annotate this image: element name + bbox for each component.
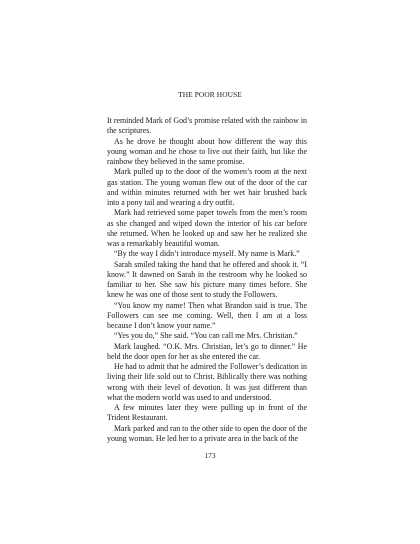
- paragraph: Mark pulled up to the door of the women’s room at the next gas station. The young woman flew out of the door of the car and within minutes returned with her wet hair brushed back into a pony tail and wearing a dry outfit.: [107, 167, 307, 207]
- paragraph: Mark parked and ran to the other side to open the door of the young woman. He led her to a private area in the back of the: [107, 423, 307, 443]
- running-head: THE POOR HOUSE: [178, 90, 242, 99]
- paragraph: “By the way I didn’t introduce myself. My name is Mark.”: [114, 249, 300, 259]
- paragraph: Sarah smiled taking the hand that he offered and shook it. “I know.” It dawned on Sarah in the restroom why he looked so familiar to her. She saw his picture many times before. She knew he was one of those sent to study the Followers.: [107, 259, 307, 300]
- paragraph: “You know my name! Then what Brandon said is true. The Followers can see me coming. Well, then I am at a loss because I don’t know your name.”: [107, 300, 307, 330]
- paragraph: As he drove he thought about how different the way this young woman and he chose to live out their faith, but like the rainbow they believed in the same promise.: [107, 136, 307, 166]
- paragraph: Mark had retrieved some paper towels from the men’s room as she changed and wiped down the interior of his car before she returned. When he looked up and saw her he realized she was a remarkably beautiful woman.: [107, 208, 307, 248]
- paragraph: A few minutes later they were pulling up in front of the Trident Restaurant.: [107, 403, 307, 423]
- body-text: [107, 116, 307, 444]
- paragraph: “Yes you do,” She said. “You can call me Mrs. Christian.”: [114, 331, 298, 341]
- paragraph: Mark laughed. “O.K. Mrs. Christian, let’s go to dinner.” He held the door open for her as she entered the car.: [107, 341, 307, 361]
- paragraph: It reminded Mark of God’s promise related with the rainbow in the scriptures.: [107, 116, 307, 136]
- paragraph: He had to admit that he admired the Follower’s dedication in living their life sold out to Christ. Biblically there was nothing wrong with their level of devotion. It was just different than what the modern world was used to and understood.: [107, 362, 307, 402]
- page-number: 173: [204, 451, 216, 460]
